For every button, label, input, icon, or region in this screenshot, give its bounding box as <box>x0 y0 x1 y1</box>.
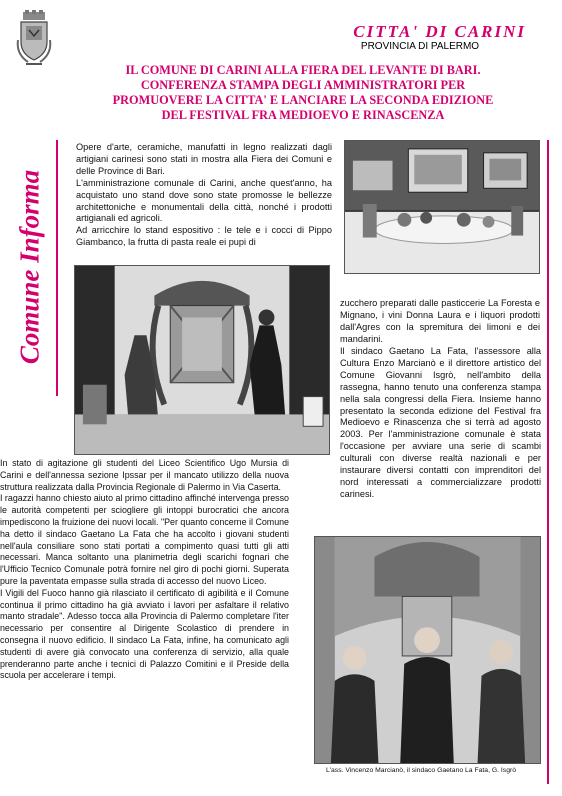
photo-officials-group <box>314 536 541 764</box>
paragraph: I Vigili del Fuoco hanno già rilasciato il certificato di agibilità e il Comune continua il primo cittadino ha già avviato i lavori per asfaltare il relativo manto stradale". Adesso tocca alla Provincia di Palermo completare l'iter necessario per consentire al Dirigente Scolastico di prendere in consegna il nuovo edificio. Il sindaco La Fata, infine, ha comunicato agli studenti di avere già convocato una conferenza di servizio, alla quale prenderanno parte anche i tecnici di Palazzo Comitini e il Preside della scuola per accelerare i tempi. <box>0 587 289 681</box>
paragraph: L'amministrazione comunale di Carini, anche quest'anno, ha acquistato uno stand dove sono state promosse le bellezze architettoniche e monumentali della città, nonché i prodotti artigianali ed agricoli. <box>76 177 332 224</box>
paragraph: I ragazzi hanno chiesto aiuto al primo cittadino affinché intervenga presso le autorità competenti per sciogliere gli intoppi burocratici che ancora impediscono la fruizione dei nuovi locali. "Per quanto concerne il Comune ha detto il sindaco Gaetano La Fata che ha accolto i giovani studenti nell'aula consiliare sono stati portati a compimento quasi tutti gli atti necessari. Manca soltanto una planimetria degli scarichi fognari che l'Ufficio Tecnico Comunale potrà fornire nel giro di pochi giorni. Superata pure la paventata empasse sulla strada di accesso del nuovo Liceo. <box>0 493 289 586</box>
headline <box>80 63 526 123</box>
sidebar <box>8 136 52 398</box>
article-column-right <box>340 298 540 346</box>
paragraph: Ad arricchire lo stand espositivo : le tele e i cocci di Pippo Giambanco, la frutta di pasta reale ei pupi di <box>76 225 332 248</box>
photo-stand-exhibit <box>344 140 540 274</box>
headline-line: PROMUOVERE LA CITTA' E LANCIARE LA SECONDA EDIZIONE <box>112 93 494 107</box>
headline-line: DEL FESTIVAL FRA MEDIOEVO E RINASCENZA <box>161 108 445 122</box>
paragraph: zucchero preparati dalle pasticcerie La Foresta e Mignano, i vini Donna Laura e i liquori prodotti dall'Agres con la spremitura dei limoni e dei mandarini. <box>340 298 540 344</box>
paragraph: Il sindaco Gaetano La Fata, l'assessore alla Cultura Enzo Marcianò e il direttore artistico del Comune Giovanni Isgrò, nell'ambito della rassegna, hanno tenuto una conferenza stampa nella sala congressi della Fiera. Insieme hanno presentato la seconda edizione del Festival fra Medioevo e Rinascenza che si terrà ad agosto 2003. Per l'amministrazione comunale è stata l'occasione per avviare una serie di scambi culturali con diverse realtà nazionali e per instaurare diversi contatti con imprenditori del nord interessati a commercializzare prodotti carinesi. <box>340 346 541 499</box>
photo-caption: L'ass. Vincenzo Marcianò, il sindaco Gaetano La Fata, G. Isgrò <box>325 767 517 774</box>
headline-line: CONFERENZA STAMPA DEGLI AMMINISTRATORI PER <box>140 78 466 92</box>
article-column-left <box>0 458 289 682</box>
article-column-top <box>76 142 332 249</box>
sidebar-divider <box>56 140 58 396</box>
city-title: CITTA' DI CARINI <box>353 22 526 41</box>
right-divider <box>547 140 549 784</box>
photo-coat-of-arms-display <box>74 265 330 455</box>
province-label: PROVINCIA DI PALERMO <box>360 41 480 52</box>
paragraph: Opere d'arte, ceramiche, manufatti in legno realizzati dagli artigiani carinesi sono stati in mostra alla Fiera dei Comuni e delle Province di Bari. <box>76 142 332 176</box>
paragraph: In stato di agitazione gli studenti del Liceo Scientifico Ugo Mursia di Carini e dell'annessa sezione Ipssar per il mancato utilizzo della nuova struttura realizzata dalla Provincia Regionale di Palermo in Via Caserta. <box>0 458 289 492</box>
headline-line: IL COMUNE DI CARINI ALLA FIERA DEL LEVANTE DI BARI. <box>125 63 481 77</box>
article-column-middle <box>293 346 541 501</box>
sidebar-title: Comune Informa <box>14 169 45 365</box>
city-crest-logo <box>16 10 52 66</box>
